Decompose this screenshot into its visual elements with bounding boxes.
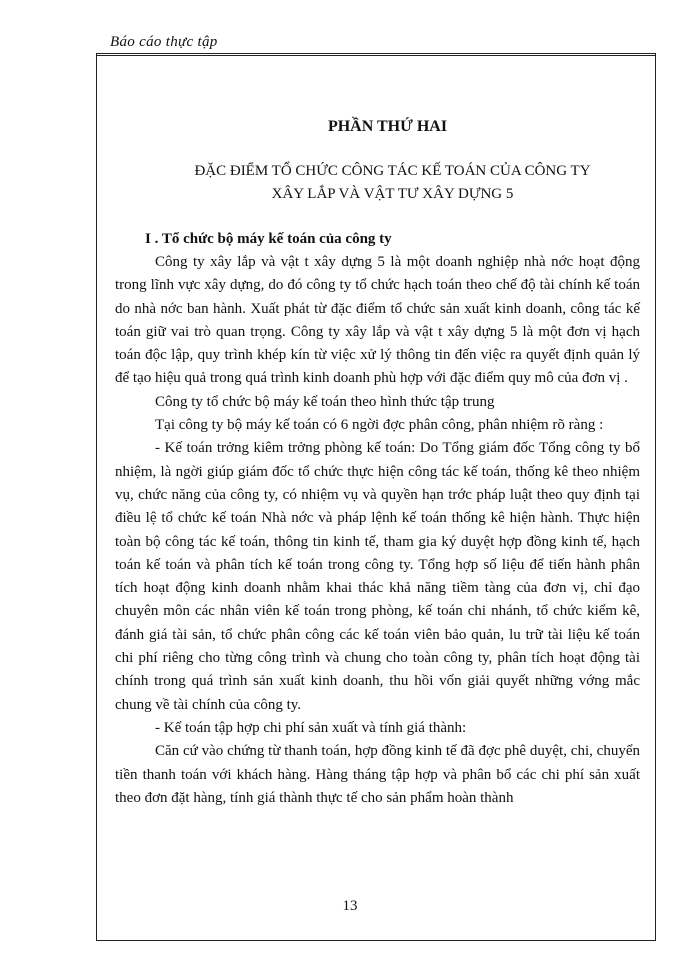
header-rule <box>96 53 656 56</box>
page-border-bottom <box>96 940 656 941</box>
paragraph-organization: Công ty tổ chức bộ máy kế toán theo hình thức tập trung <box>155 393 495 410</box>
section-heading: I . Tổ chức bộ máy kế toán của công ty <box>145 231 392 247</box>
running-header: Báo cáo thực tập <box>110 34 218 50</box>
part-title: PHẦN THỨ HAI <box>327 118 448 135</box>
paragraph-chief-accountant: - Kế toán trởng kiêm trởng phòng kế toán: Do Tổng giám đốc Tổng công ty bổ nhiệm, là ngời giúp giám đốc tổ chức thực hiện công tác kế toán, thống kê theo nhiệm vụ, chức năng của công ty, có nhiệm vụ và quyền hạn trớc pháp luật theo quy định tại điều lệ tổ chức kế toán Nhà nớc và pháp lệnh kế toán thống kê hiện hành. Thực hiện toàn bộ công tác kế toán, thông tin kinh tế, tham gia ký duyệt hợp đồng kinh tế, hạch toán kế toán và phân tích kế toán trong công ty. Tổng hợp số liệu để tiến hành phân tích hoạt động kinh doanh nhằm khai thác khả năng tiềm tàng của đơn vị, chỉ đạo chuyên môn các nhân viên kế toán trong phòng, kế toán chi nhánh, tổ chức kiểm kê, đánh giá tài sản, tổ chức phân công các kế toán viên bảo quản, lu trữ tài liệu kế toán chi phí riêng cho từng công trình và chung cho toàn công ty, phân tích hoạt động tài chính trong quá trình sản xuất kinh doanh, thu hồi vốn giải quyết những vớng mắc chung về tài chính của công ty. <box>115 440 640 713</box>
paragraph-staff: Tại công ty bộ máy kế toán có 6 ngời đợc phân công, phân nhiệm rõ ràng : <box>155 417 604 434</box>
subtitle-line-1: ĐẶC ĐIỂM TỔ CHỨC CÔNG TÁC KẾ TOÁN CỦA CÔNG TY <box>194 163 591 179</box>
page-content <box>115 118 640 810</box>
page-number: 13 <box>342 898 358 914</box>
paragraph-cost-accountant-heading: - Kế toán tập hợp chi phí sản xuất và tính giá thành: <box>155 719 467 736</box>
chapter-subtitle <box>115 160 640 206</box>
paragraph-cost-accountant-body: Căn cứ vào chứng từ thanh toán, hợp đồng kinh tế đã đợc phê duyệt, chi, chuyển tiền thanh toán với khách hàng. Hàng tháng tập hợp và phân bổ các chi phí sản xuất theo đơn đặt hàng, tính giá thành thực tế cho sản phẩm hoàn thành <box>115 743 640 806</box>
subtitle-line-2: XÂY LẮP VÀ VẬT TƯ XÂY DỰNG 5 <box>271 186 514 202</box>
paragraph-intro: Công ty xây lắp và vật t xây dựng 5 là một doanh nghiệp nhà nớc hoạt động trong lĩnh vực xây dựng, do đó công ty tổ chức hạch toán theo chế độ tài chính kế toán do nhà nớc ban hành. Xuất phát từ đặc điểm tổ chức sản xuất kinh doanh, công tác kế toán giữ vai trò quan trọng. Công ty xây lắp và vật t xây dựng 5 là một đơn vị hạch toán độc lập, quy trình khép kín từ việc xử lý thông tin đến việc ra quyết định quản lý để tạo hiệu quả trong quá trình kinh doanh phù hợp với đặc điểm quy mô của đơn vị . <box>115 254 640 387</box>
page-border-right <box>655 54 656 940</box>
page-border-left <box>96 54 97 940</box>
